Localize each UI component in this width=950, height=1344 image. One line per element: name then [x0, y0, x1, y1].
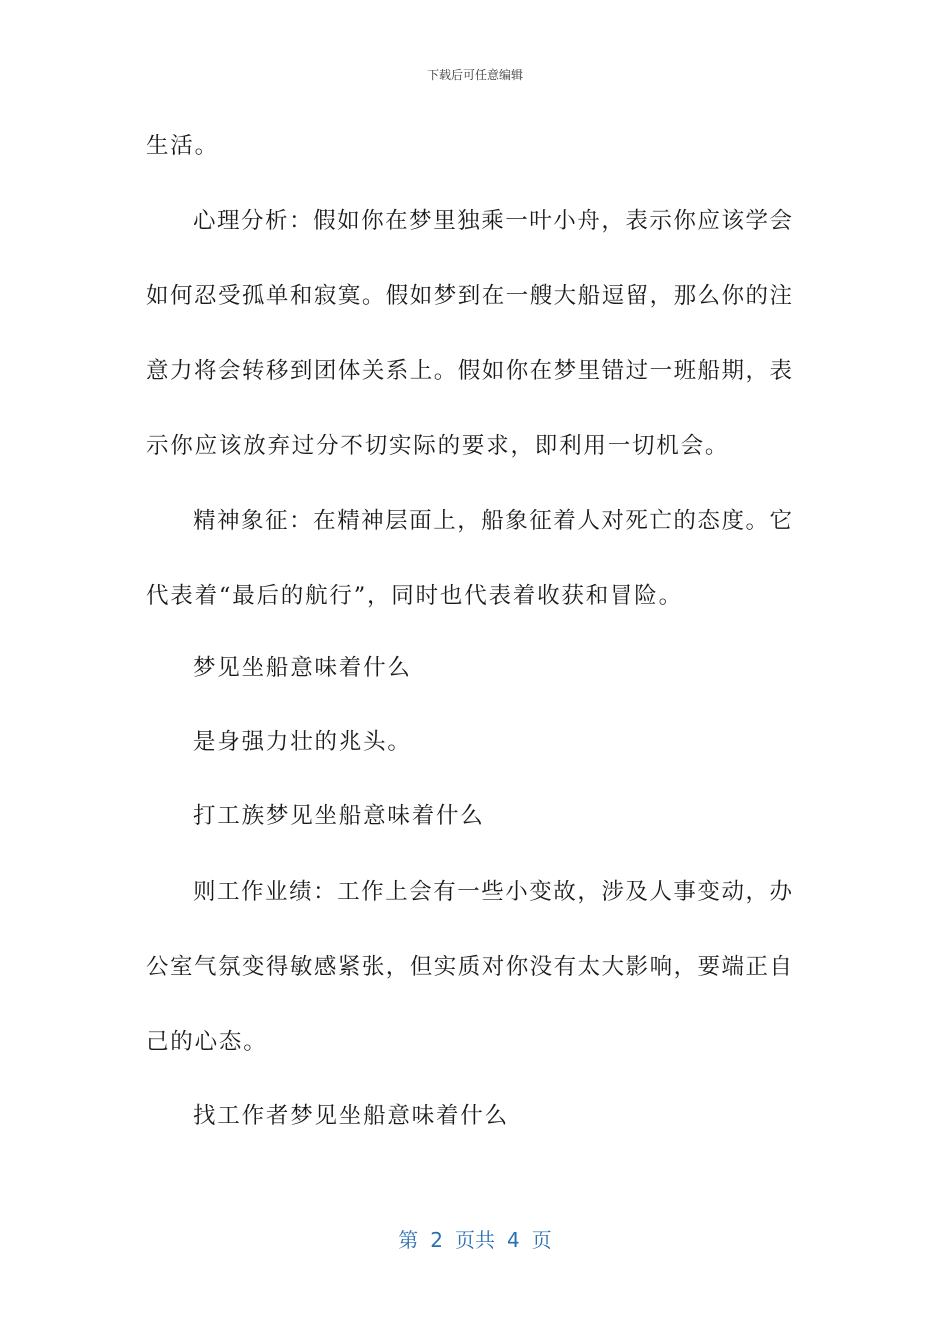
- page-footer: [0, 1224, 950, 1253]
- page-header: 下载后可任意编辑: [426, 68, 523, 82]
- paragraph-work-line-2: 公室气氛变得敏感紧张，但实质对你没有太大影响，要端正自: [146, 954, 792, 980]
- current-page-number: 2: [430, 1228, 443, 1252]
- paragraph-work-line-3: 己的心态。: [146, 1029, 268, 1055]
- heading-dream-boat: 梦见坐船意味着什么: [193, 655, 412, 681]
- paragraph-strong-body: 是身强力壮的兆头。: [193, 729, 412, 755]
- paragraph-psychology-line-4: 示你应该放弃过分不切实际的要求，即利用一切机会。: [146, 433, 730, 459]
- paragraph-spirit-line-2: 代表着“最后的航行”，同时也代表着收获和冒险。: [146, 583, 683, 609]
- paragraph-spirit-line-1: 精神象征：在精神层面上，船象征着人对死亡的态度。它: [193, 508, 792, 534]
- footer-suffix: 页: [531, 1228, 552, 1252]
- heading-jobseeker-dream: 找工作者梦见坐船意味着什么: [193, 1103, 509, 1129]
- footer-prefix: 第: [398, 1228, 419, 1252]
- heading-worker-dream: 打工族梦见坐船意味着什么: [193, 803, 485, 829]
- paragraph-psychology-line-1: 心理分析：假如你在梦里独乘一叶小舟，表示你应该学会: [193, 208, 792, 234]
- paragraph-psychology-line-2: 如何忍受孤单和寂寞。假如梦到在一艘大船逗留，那么你的注: [146, 283, 792, 309]
- paragraph-work-line-1: 则工作业绩：工作上会有一些小变故，涉及人事变动，办: [193, 879, 792, 905]
- footer-middle: 页共: [455, 1228, 495, 1252]
- total-pages-number: 4: [507, 1228, 520, 1252]
- text-line: 生活。: [146, 133, 219, 159]
- paragraph-psychology-line-3: 意力将会转移到团体关系上。假如你在梦里错过一班船期，表: [146, 358, 792, 384]
